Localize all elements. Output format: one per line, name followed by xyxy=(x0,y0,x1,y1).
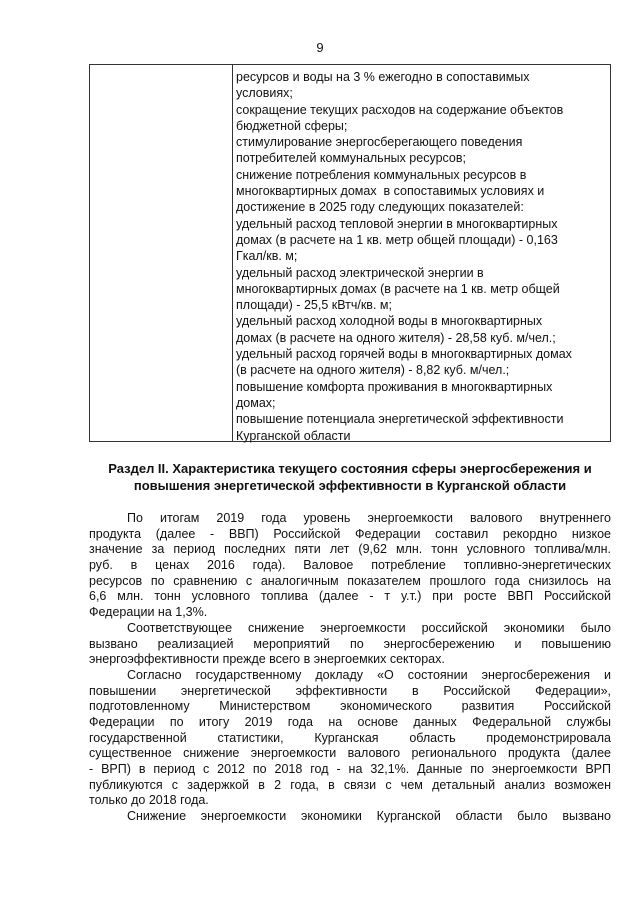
table-line: снижение потребления коммунальных ресурсов в xyxy=(236,167,527,182)
paragraph-line: государственной статистики, Курганская область продемонстрировала xyxy=(89,730,611,745)
table-line: удельный расход электрической энергии в xyxy=(236,265,484,280)
paragraph-line: По итогам 2019 года уровень энергоемкости валового внутреннего xyxy=(127,511,611,525)
body-text xyxy=(89,511,611,825)
table-line: домах; xyxy=(236,395,276,410)
table-line: многоквартирных домах (в расчете на 1 кв. метр общей xyxy=(236,281,560,296)
paragraph-line: - ВРП) в период с 2012 по 2018 год - на 32,1%. Данные по энергоемкости ВРП xyxy=(89,762,611,776)
table-line: повышение комфорта проживания в многоквартирных xyxy=(236,379,553,394)
program-table xyxy=(89,64,611,442)
paragraph-line: вызвано реализацией мероприятий по энергосбережению и повышению xyxy=(89,636,611,651)
table-line: многоквартирных домах в сопоставимых условиях и xyxy=(236,184,545,199)
table-line: потребителей коммунальных ресурсов; xyxy=(236,151,466,166)
paragraph-line: руб. в ценах 2016 года). Валовое потребление топливно-энергетических xyxy=(89,558,611,573)
paragraph-line: существенное снижение энергоемкости валового регионального продукта (далее xyxy=(89,746,611,761)
table-line: бюджетной сферы; xyxy=(236,118,348,133)
table-line: (в расчете на одного жителя) - 8,82 куб. м/чел.; xyxy=(236,363,510,378)
section-heading-line: повышения энергетической эффективности в Курганской области xyxy=(133,478,567,493)
paragraph-line: только до 2018 года. xyxy=(89,793,209,808)
paragraph-line: Федерации по итогу 2019 года на основе данных Федеральной службы xyxy=(89,714,611,729)
paragraph-line: публикуются с задержкой в 2 года, в связи с чем детальный анализ возможен xyxy=(89,777,611,792)
table-line: Гкал/кв. м; xyxy=(236,249,298,264)
table-line: ресурсов и воды на 3 % ежегодно в сопоставимых xyxy=(236,70,530,84)
section-heading-line: Раздел II. Характеристика текущего состояния сферы энергосбережения и xyxy=(108,461,592,476)
table-cell-expected-results xyxy=(236,69,608,444)
paragraph-line: энергоэффективности прежде всего в энергоемких секторах. xyxy=(89,652,445,667)
table-line: домах (в расчете на 1 кв. метр общей площади) - 0,163 xyxy=(236,232,558,247)
paragraph-line: Снижение энергоемкости экономики Курганской области было вызвано xyxy=(127,809,611,824)
table-line: сокращение текущих расходов на содержание объектов xyxy=(236,102,564,117)
paragraph-line: продукта (далее - ВВП) Российской Федерации составил рекордно низкое xyxy=(89,526,611,541)
table-line: удельный расход холодной воды в многоквартирных xyxy=(236,314,543,329)
paragraph-line: 6,6 млн. тонн условного топлива (далее - т у.т.) при росте ВВП Российской xyxy=(89,589,611,604)
paragraph-line: Согласно государственному докладу «О состоянии энергосбережения и xyxy=(127,667,611,682)
table-line: площади) - 25,5 кВтч/кв. м; xyxy=(236,298,392,313)
table-line: достижение в 2025 году следующих показателей: xyxy=(236,200,524,215)
paragraph-line: ресурсов по сравнению с аналогичным показателем прошлого года снизилось на xyxy=(89,573,611,588)
table-line: стимулирование энергосберегающего поведения xyxy=(236,135,523,150)
table-line: условиях; xyxy=(236,86,293,101)
paragraph-line: подготовленному Министерством экономического развития Российской xyxy=(89,699,611,714)
table-line: удельный расход тепловой энергии в многоквартирных xyxy=(236,216,558,231)
table-line: домах (в расчете на одного жителя) - 28,58 куб. м/чел.; xyxy=(236,330,556,345)
table-line: удельный расход горячей воды в многоквартирных домах xyxy=(236,347,572,362)
table-column-divider xyxy=(232,65,233,441)
paragraph-line: Федерации на 1,3%. xyxy=(89,605,208,620)
paragraph-line: значение за период последних пяти лет (9,62 млн. тонн условного топлива/млн. xyxy=(89,542,611,557)
section-heading xyxy=(89,460,611,494)
table-line: Курганской области xyxy=(236,428,351,443)
page-number: 9 xyxy=(316,40,324,55)
paragraph-line: повышении энергетической эффективности в Российской Федерации», xyxy=(89,683,611,698)
table-line: повышение потенциала энергетической эффективности xyxy=(236,412,564,427)
paragraph-line: Соответствующее снижение энергоемкости российской экономики было xyxy=(127,620,611,635)
